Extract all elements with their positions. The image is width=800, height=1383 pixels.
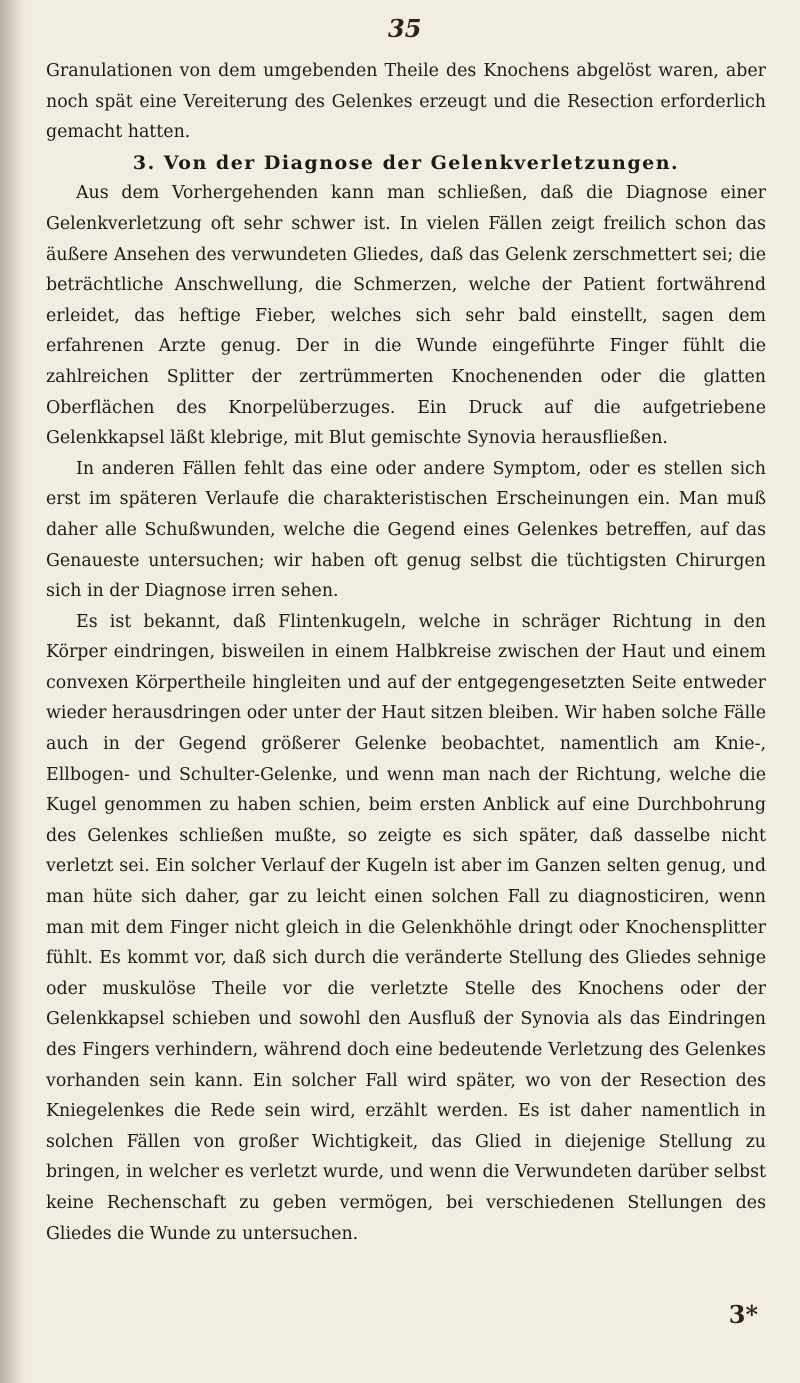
section-heading: 3. Von der Diagnose der Gelenkverletzungen. — [132, 151, 680, 174]
paragraph-2: In anderen Fällen fehlt das eine oder andere Symptom, oder es stellen sich erst im späteren Verlaufe die charakteristischen Erscheinungen ein. Man muß daher alle Schußwunden, welche die Gegend eines Gelenkes betreffen, auf das Genaueste untersuchen; wir haben oft genug selbst die tüchtigsten Chirurgen sich in der Diagnose irren sehen. — [46, 458, 766, 602]
binding-gutter-shadow — [0, 0, 26, 1383]
continued-paragraph: Granulationen von dem umgebenden Theile des Knochens abgelöst waren, aber noch spät eine Vereiterung des Gelenkes erzeugt und die Resection erforderlich gemacht hatten. — [46, 61, 766, 143]
signature-mark: 3* — [728, 1300, 758, 1329]
body-text — [46, 56, 766, 1249]
paragraph-1: Aus dem Vorhergehenden kann man schließen, daß die Diagnose einer Gelenkverletzung oft sehr schwer ist. In vielen Fällen zeigt freilich schon das äußere Ansehen des verwundeten Gliedes, daß das Gelenk zerschmettert sei; die beträchtliche Anschwellung, die Schmerzen, welche der Patient fortwährend erleidet, das heftige Fieber, welches sich sehr bald einstellt, sagen dem erfahrenen Arzte genug. Der in die Wunde eingeführte Finger fühlt die zahlreichen Splitter der zertrümmerten Knochenenden oder die glatten Oberflächen des Knorpelüberzuges. Ein Druck auf die aufgetriebene Gelenkkapsel läßt klebrige, mit Blut gemischte Synovia herausfließen. — [46, 183, 766, 449]
page-number: 35 — [388, 14, 422, 43]
paragraph-3: Es ist bekannt, daß Flintenkugeln, welche in schräger Richtung in den Körper eindringen, bisweilen in einem Halbkreise zwischen der Haut und einem convexen Körpertheile hingleiten und auf der entgegengesetzten Seite entweder wieder herausdringen oder unter der Haut sitzen bleiben. Wir haben solche Fälle auch in der Gegend größerer Gelenke beobachtet, namentlich am Knie-, Ellbogen- und Schulter-Gelenke, und wenn man nach der Richtung, welche die Kugel genommen zu haben schien, beim ersten Anblick auf eine Durchbohrung des Gelenkes schließen mußte, so zeigte es sich später, daß dasselbe nicht verletzt sei. Ein solcher Verlauf der Kugeln ist aber im Ganzen selten genug, und man hüte sich daher, gar zu leicht einen solchen Fall zu diagnosticiren, wenn man mit dem Finger nicht gleich in die Gelenkhöhle dringt oder Knochensplitter fühlt. Es kommt vor, daß sich durch die veränderte Stellung des Gliedes sehnige oder muskulöse Theile vor die verletzte Stelle des Knochens oder der Gelenkkapsel schieben und sowohl den Ausfluß der Synovia als das Eindringen des Fingers verhindern, während doch eine bedeutende Verletzung des Gelenkes vorhanden sein kann. Ein solcher Fall wird später, wo von der Resection des Kniegelenkes die Rede sein wird, erzählt werden. Es ist daher namentlich in solchen Fällen von großer Wichtigkeit, das Glied in diejenige Stellung zu bringen, in welcher es verletzt wurde, und wenn die Verwundeten darüber selbst keine Rechenschaft zu geben vermögen, bei verschiedenen Stellungen des Gliedes die Wunde zu untersuchen. — [46, 611, 766, 1244]
